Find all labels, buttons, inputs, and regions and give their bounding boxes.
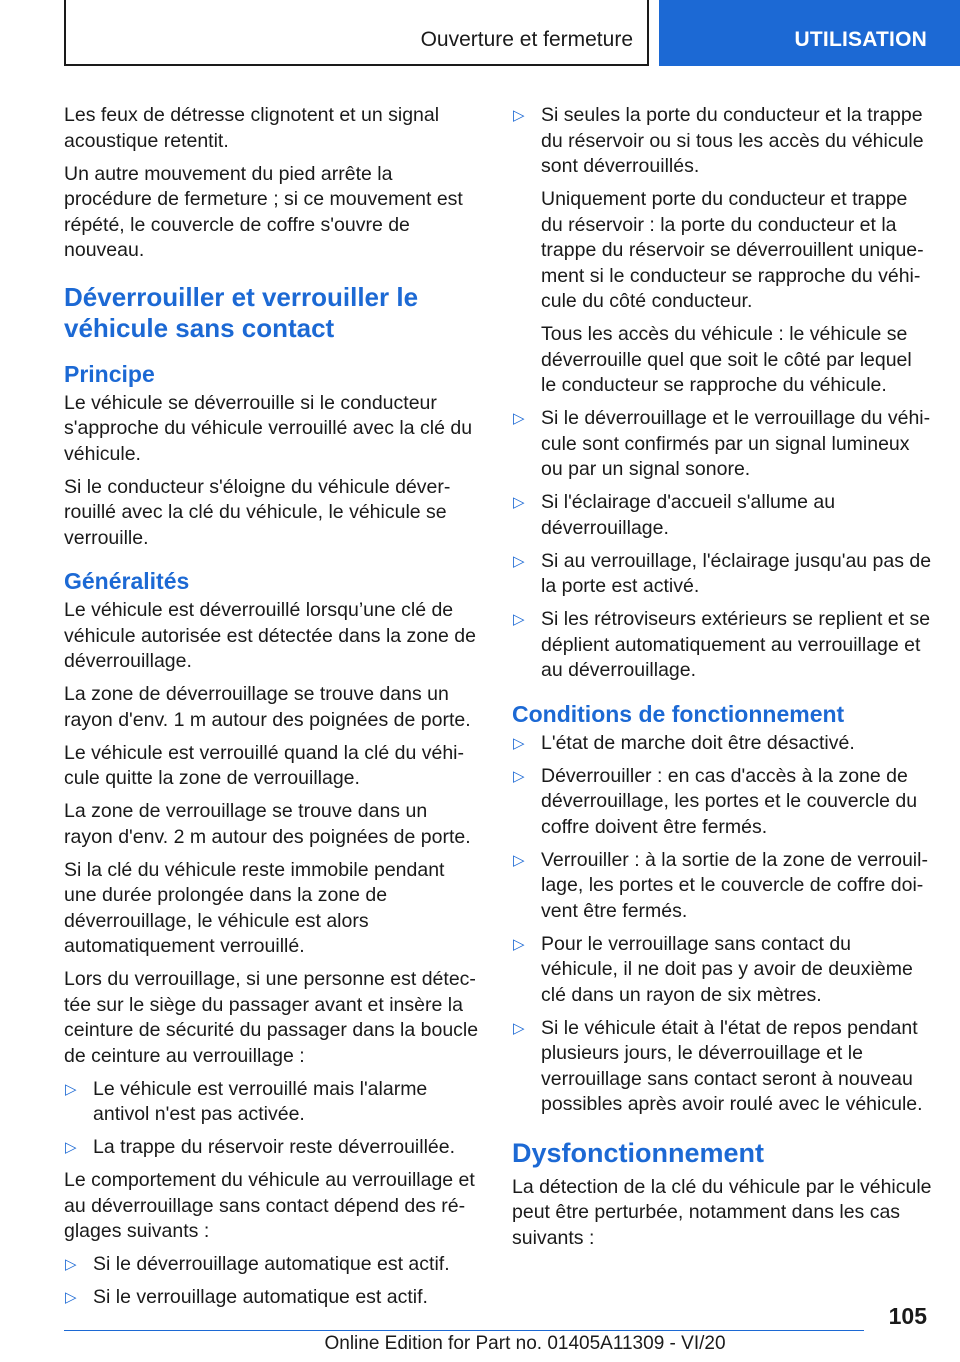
triangle-bullet-icon: ▷: [513, 107, 525, 124]
paragraph: Si la clé du véhicule reste immobile pendant une durée prolongée dans la zone de déverrouillage, le véhicule est alors automatiquement verrouillé.: [64, 858, 445, 957]
list-item: ▷ Le véhicule est verrouillé mais l'alarme antivol n'est pas activée.: [65, 1077, 428, 1125]
list-item-detail: Uniquement porte du conducteur et trappe du réservoir : la porte du conducteur et la trappe du réservoir se déverrouillent uniquement si le conducteur se rapproche du véhicule du côté conducteur.: [541, 188, 924, 312]
left-column: [64, 103, 480, 1318]
triangle-bullet-icon: ▷: [513, 1019, 525, 1037]
triangle-bullet-icon: ▷: [65, 1080, 77, 1098]
triangle-bullet-icon: ▷: [513, 734, 525, 752]
triangle-bullet-icon: ▷: [513, 410, 525, 427]
paragraph: Le véhicule se déverrouille si le conducteur s'approche du véhicule verrouillé avec la clé du véhicule.: [64, 391, 473, 465]
header-section-box: [64, 0, 649, 66]
triangle-bullet-icon: ▷: [65, 1256, 77, 1273]
page-number: 105: [888, 1303, 927, 1329]
footer-divider: [64, 1330, 864, 1331]
paragraph: Les feux de détresse clignotent et un signal acoustique retentit.: [64, 104, 440, 152]
paragraph: La détection de la clé du véhicule par le véhicule peut être perturbée, notamment dans les cas suivants :: [512, 1175, 932, 1249]
paragraph: Un autre mouvement du pied arrête la procédure de fermeture ; si ce mouvement est répété, le couvercle de coffre s'ouvre de nouveau.: [64, 162, 463, 261]
list-item: ▷ Pour le verrouillage sans contact du véhicule, il ne doit pas y avoir de deuxième clé dans un rayon de six mètres.: [513, 932, 913, 1006]
triangle-bullet-icon: ▷: [513, 552, 525, 570]
triangle-bullet-icon: ▷: [513, 851, 525, 869]
triangle-bullet-icon: ▷: [513, 494, 525, 511]
list-item: ▷ Verrouiller : à la sortie de la zone de verrouillage, les portes et le couvercle de coffre doivent être fermés.: [513, 848, 928, 922]
paragraph: Le véhicule est verrouillé quand la clé du véhicule quitte la zone de verrouillage.: [64, 741, 464, 789]
list-item: ▷ L'état de marche doit être désactivé.: [512, 731, 932, 757]
triangle-bullet-icon: ▷: [513, 935, 525, 953]
footer-edition: Online Edition for Part no. 01405A11309 - VI/20: [324, 1333, 726, 1354]
triangle-bullet-icon: ▷: [65, 1289, 77, 1306]
paragraph: Le comportement du véhicule au verrouillage et au déverrouillage sans contact dépend des réglages suivants :: [64, 1169, 475, 1242]
list-item: ▷ Déverrouiller : en cas d'accès à la zone de déverrouillage, les portes et le couvercle du coffre doivent être fermés.: [513, 764, 918, 838]
triangle-bullet-icon: ▷: [513, 767, 525, 785]
paragraph: Lors du verrouillage, si une personne est détectée sur le siège du passager avant et insère la ceinture de sécurité du passager dans la boucle de ceinture au verrouillage :: [64, 968, 479, 1067]
heading-dysfonctionnement: Dysfonctionnement: [512, 1137, 765, 1168]
list-item: ▷ Si seules la porte du conducteur et la trappe du réservoir ou si tous les accès du véhicule sont déverrouillés. Uniquement porte du conducteur et trappe du réservoir : la porte du conducteur et la trappe du réservoir se déverrouillent uniquement si le conducteur se rapproche du véhicule du côté conducteur. Tous les accès du véhicule : le véhicule se déverrouille quel que soit le côté par lequel le conducteur se rapproche du véhicule.: [512, 103, 932, 399]
paragraph: La zone de déverrouillage se trouve dans un rayon d'env. 1 m autour des poignées de porte.: [64, 683, 471, 731]
triangle-bullet-icon: ▷: [513, 611, 525, 628]
paragraph: Si le conducteur s'éloigne du véhicule déverrouillé avec la clé du véhicule, le véhicule se verrouille.: [64, 475, 451, 549]
bullet-list: [512, 731, 932, 1118]
paragraph: La zone de verrouillage se trouve dans un rayon d'env. 2 m autour des poignées de porte.: [64, 800, 471, 848]
chapter-title: UTILISATION: [794, 28, 927, 51]
list-item: ▷ Si le déverrouillage automatique est actif.: [64, 1252, 480, 1278]
bullet-list: [64, 1252, 480, 1311]
paragraph: Le véhicule est déverrouillé lorsqu’une clé de véhicule autorisée est détectée dans la zone de déverrouillage.: [64, 599, 476, 672]
header-chapter-tab: [659, 0, 960, 66]
list-item: ▷ Si au verrouillage, l'éclairage jusqu'au pas de la porte est activé.: [513, 549, 932, 597]
list-item: ▷ Si le déverrouillage et le verrouillage du véhicule sont confirmés par un signal lumineux ou par un signal sonore.: [513, 407, 931, 480]
bullet-list: [64, 1077, 480, 1161]
triangle-bullet-icon: ▷: [65, 1139, 77, 1156]
bullet-list: [512, 103, 932, 684]
list-item: ▷ Si les rétroviseurs extérieurs se replient et se déplient automatiquement au verrouillage et au déverrouillage.: [513, 608, 931, 681]
section-title: Ouverture et fermeture: [420, 28, 633, 51]
list-item: ▷ Si l'éclairage d'accueil s'allume au déverrouillage.: [513, 491, 836, 539]
list-item: ▷ La trappe du réservoir reste déverrouillée.: [64, 1135, 480, 1161]
heading-conditions: Conditions de fonctionnement: [512, 700, 845, 727]
list-item: ▷ Si le verrouillage automatique est actif.: [64, 1285, 480, 1311]
heading-principe: Principe: [64, 360, 155, 387]
right-column: [512, 103, 932, 1259]
heading-generalites: Généralités: [64, 568, 190, 594]
list-item: ▷ Si le véhicule était à l'état de repos pendant plusieurs jours, le déverrouillage et le verrouillage sans contact seront à nouveau possibles après avoir roulé avec le véhicule.: [513, 1016, 923, 1115]
heading-main: Déverrouiller et verrouiller le véhicule sans contact: [64, 281, 419, 343]
list-item-detail: Tous les accès du véhicule : le véhicule se déverrouille quel que soit le côté par lequel le conducteur se rapproche du véhicule.: [541, 323, 912, 396]
